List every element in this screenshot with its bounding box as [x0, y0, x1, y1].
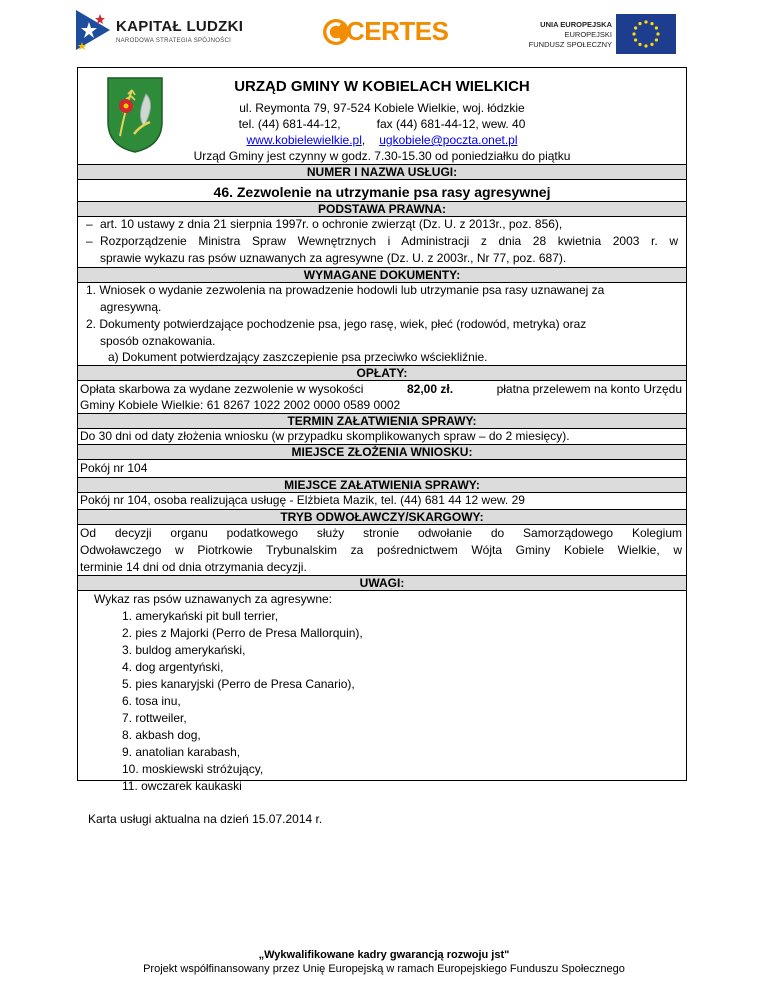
certes-wordmark: CERTES [346, 16, 449, 46]
document-2a: 2. Dokumenty potwierdzające pochodzenie psa, jego rasę, wiek, płeć (rodowód, metryka) oraz [86, 317, 587, 331]
website-link[interactable]: www.kobielewielkie.pl [246, 133, 362, 147]
appeal-line-2: Odwoławczego w Piotrkowie Trybunalskim za pośrednictwem Wójta Gminy Kobiele Wielkie, w [80, 543, 682, 557]
notes-band: UWAGI: [78, 575, 686, 591]
breed-item: 8. akbash dog, [122, 728, 201, 742]
fees-text-pre: Opłata skarbowa za wydane zezwolenie w wysokości [80, 382, 364, 396]
eu-line1: UNIA EUROPEJSKA [540, 20, 612, 29]
legal-dash-2: – [86, 234, 93, 248]
eu-logo [520, 10, 680, 56]
kapital-ludzki-logo [76, 8, 276, 56]
breed-item: 6. tosa inu, [122, 694, 181, 708]
kapital-ludzki-star-icon [76, 8, 110, 52]
handling-band: MIEJSCE ZAŁATWIENIA SPRAWY: [78, 477, 686, 493]
documents-band: WYMAGANE DOKUMENTY: [78, 267, 686, 283]
office-tel: tel. (44) 681-44-12, [238, 117, 341, 131]
eu-line2: EUROPEJSKI [564, 30, 612, 39]
breed-item: 11. owczarek kaukaski [122, 779, 242, 793]
email-link[interactable]: ugkobiele@poczta.onet.pl [379, 133, 518, 147]
office-hours: Urząd Gminy jest czynny w godz. 7.30-15.30 od poniedziałku do piątku [193, 149, 571, 163]
legal-item-1: art. 10 ustawy z dnia 21 sierpnia 1997r. o ochronie zwierząt (Dz. U. z 2013r., poz. 856), [100, 217, 563, 231]
breed-item: 1. amerykański pit bull terrier, [122, 609, 279, 623]
document-1b: agresywną. [100, 300, 162, 314]
fees-text-post: płatna przelewem na konto Urzędu [496, 382, 682, 396]
footer-slogan: „Wykwalifikowane kadry gwarancją rozwoju jst" [258, 949, 510, 961]
fees-band: OPŁATY: [78, 365, 686, 381]
office-phone-line [78, 117, 686, 131]
deadline-band: TERMIN ZAŁATWIENIA SPRAWY: [78, 413, 686, 429]
legal-dash-1: – [86, 217, 93, 231]
deadline-text: Do 30 dni od daty złożenia wniosku (w przypadku skomplikowanych spraw – do 2 miesięcy). [80, 429, 570, 443]
validity-date: Karta usługi aktualna na dzień 15.07.2014 r. [88, 812, 323, 826]
legal-basis-band: PODSTAWA PRAWNA: [78, 201, 686, 217]
footer-project: Projekt współfinansowany przez Unię Europejską w ramach Europejskiego Funduszu Społecznego [143, 963, 625, 975]
office-contact-links: www.kobielewielkie.pl, ugkobiele@poczta.onet.pl [246, 133, 518, 147]
office-address: ul. Reymonta 79, 97-524 Kobiele Wielkie, woj. łódzkie [239, 101, 525, 115]
appeal-line-1: Od decyzji organu podatkowego służy stronie odwołanie do Samorządowego Kolegium [80, 526, 682, 540]
submission-band: MIEJSCE ZŁOŻENIA WNIOSKU: [78, 444, 686, 460]
handling-text: Pokój nr 104, osoba realizująca usługę - Elżbieta Mazik, tel. (44) 681 44 12 wew. 29 [80, 493, 525, 507]
kapital-ludzki-subtitle: NARODOWA STRATEGIA SPÓJNOŚCI [116, 38, 232, 44]
breed-item: 10. moskiewski stróżujący, [122, 762, 264, 776]
eu-text [520, 20, 612, 50]
fees-line-1 [80, 381, 682, 398]
breed-item: 9. anatolian karabash, [122, 745, 241, 759]
breed-item: 5. pies kanaryjski (Perro de Presa Canario), [122, 677, 355, 691]
breed-item: 4. dog argentyński, [122, 660, 224, 674]
fees-line-2: Gminy Kobiele Wielkie: 61 8267 1022 2002 0000 0589 0002 [80, 398, 401, 412]
legal-item-2a: Rozporządzenie Ministra Spraw Wewnętrznych i Administracji z dnia 28 kwietnia 2003 r. w [100, 234, 678, 248]
submission-text: Pokój nr 104 [80, 461, 148, 475]
document-2b: sposób oznakowania. [100, 334, 216, 348]
service-title: 46. Zezwolenie na utrzymanie psa rasy agresywnej [213, 184, 551, 200]
breed-item: 7. rottweiler, [122, 711, 187, 725]
notes-intro: Wykaz ras psów uznawanych za agresywne: [94, 592, 332, 606]
kapital-ludzki-title: KAPITAŁ LUDZKI [116, 18, 244, 35]
document-3: a) Dokument potwierdzający zaszczepienie psa przeciwko wściekliźnie. [108, 350, 488, 364]
eu-flag-icon [616, 14, 676, 54]
service-card [77, 67, 687, 793]
legal-item-2b: sprawie wykazu ras psów uznawanych za agresywne (Dz. U. z 2003r., Nr 77, poz. 687). [100, 251, 567, 265]
certes-logo [322, 14, 449, 50]
appeal-band: TRYB ODWOŁAWCZY/SKARGOWY: [78, 509, 686, 525]
office-name: URZĄD GMINY W KOBIELACH WIELKICH [234, 78, 530, 95]
office-fax: fax (44) 681-44-12, wew. 40 [376, 117, 526, 131]
service-number-band: NUMER I NAZWA USŁUGI: [78, 164, 686, 180]
document-1a: 1. Wniosek o wydanie zezwolenia na prowadzenie hodowli lub utrzymanie psa rasy uznawanej za [86, 283, 605, 297]
fees-amount: 82,00 zł. [407, 382, 454, 396]
breed-item: 2. pies z Majorki (Perro de Presa Mallorquin), [122, 626, 363, 640]
eu-line3: FUNDUSZ SPOŁECZNY [528, 40, 612, 49]
logo-bar [0, 4, 768, 60]
breed-item: 3. buldog amerykański, [122, 643, 246, 657]
appeal-line-3: terminie 14 dni od dnia otrzymania decyzji. [80, 560, 307, 574]
office-header [78, 68, 686, 164]
